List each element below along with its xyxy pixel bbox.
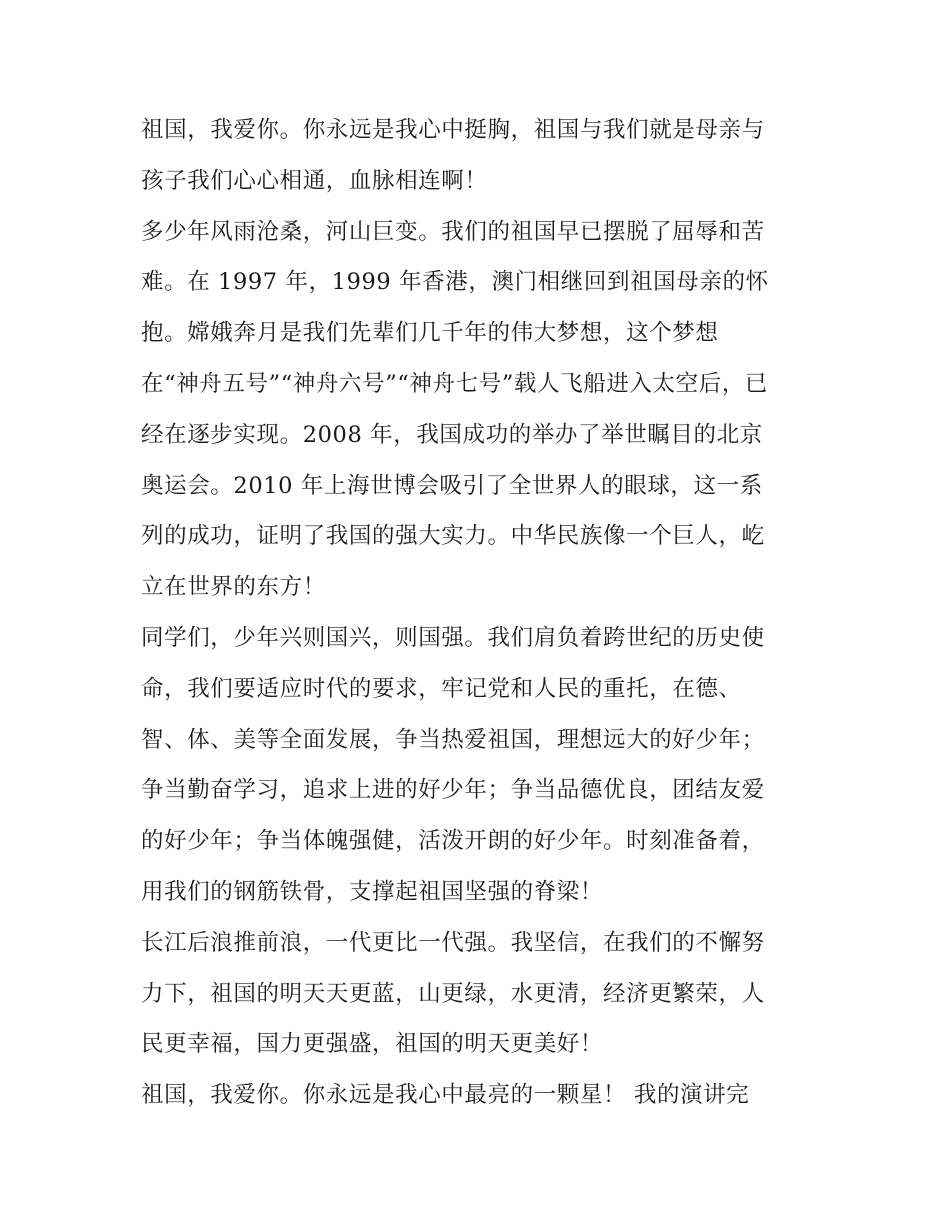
speech-body-text <box>141 105 821 1121</box>
text-line: 奥运会。2010 年上海世博会吸引了全世界人的眼球，这一系 <box>141 472 763 499</box>
text-line: 在“神舟五号”“神舟六号”“神舟七号”载人飞船进入太空后，已 <box>141 370 769 397</box>
text-line: 孩子我们心心相通，血脉相连啊！ <box>141 167 488 194</box>
text-line: 多少年风雨沧桑，河山巨变。我们的祖国早已摆脱了屈辱和苦 <box>141 218 765 245</box>
text-line: 用我们的钢筋铁骨，支撑起祖国坚强的脊梁！ <box>141 878 604 905</box>
text-line: 立在世界的东方！ <box>141 574 326 601</box>
text-line: 经在逐步实现。2008 年，我国成功的举办了举世瞩目的北京 <box>141 421 763 448</box>
text-line: 同学们，少年兴则国兴，则国强。我们肩负着跨世纪的历史使 <box>141 624 765 651</box>
text-line: 民更幸福，国力更强盛，祖国的明天更美好！ <box>141 1031 604 1058</box>
text-line: 的好少年；争当体魄强健，活泼开朗的好少年。时刻准备着， <box>141 828 765 855</box>
text-line: 抱。嫦娥奔月是我们先辈们几千年的伟大梦想，这个梦想 <box>141 320 719 347</box>
text-line: 长江后浪推前浪，一代更比一代强。我坚信，在我们的不懈努 <box>141 929 765 956</box>
text-line: 祖国，我爱你。你永远是我心中最亮的一颗星！ 我的演讲完 <box>141 1082 750 1109</box>
text-line: 命，我们要适应时代的要求，牢记党和人民的重托，在德、 <box>141 675 742 702</box>
text-line: 智、体、美等全面发展，争当热爱祖国，理想远大的好少年； <box>141 726 765 753</box>
text-line: 列的成功，证明了我国的强大实力。中华民族像一个巨人，屹 <box>141 523 765 550</box>
text-line: 难。在 1997 年，1999 年香港，澳门相继回到祖国母亲的怀 <box>141 269 769 296</box>
text-line: 争当勤奋学习，追求上进的好少年；争当品德优良，团结友爱 <box>141 777 765 804</box>
text-line: 祖国，我爱你。你永远是我心中挺胸，祖国与我们就是母亲与 <box>141 117 765 143</box>
text-line: 力下，祖国的明天天更蓝，山更绿，水更清，经济更繁荣，人 <box>141 980 765 1007</box>
